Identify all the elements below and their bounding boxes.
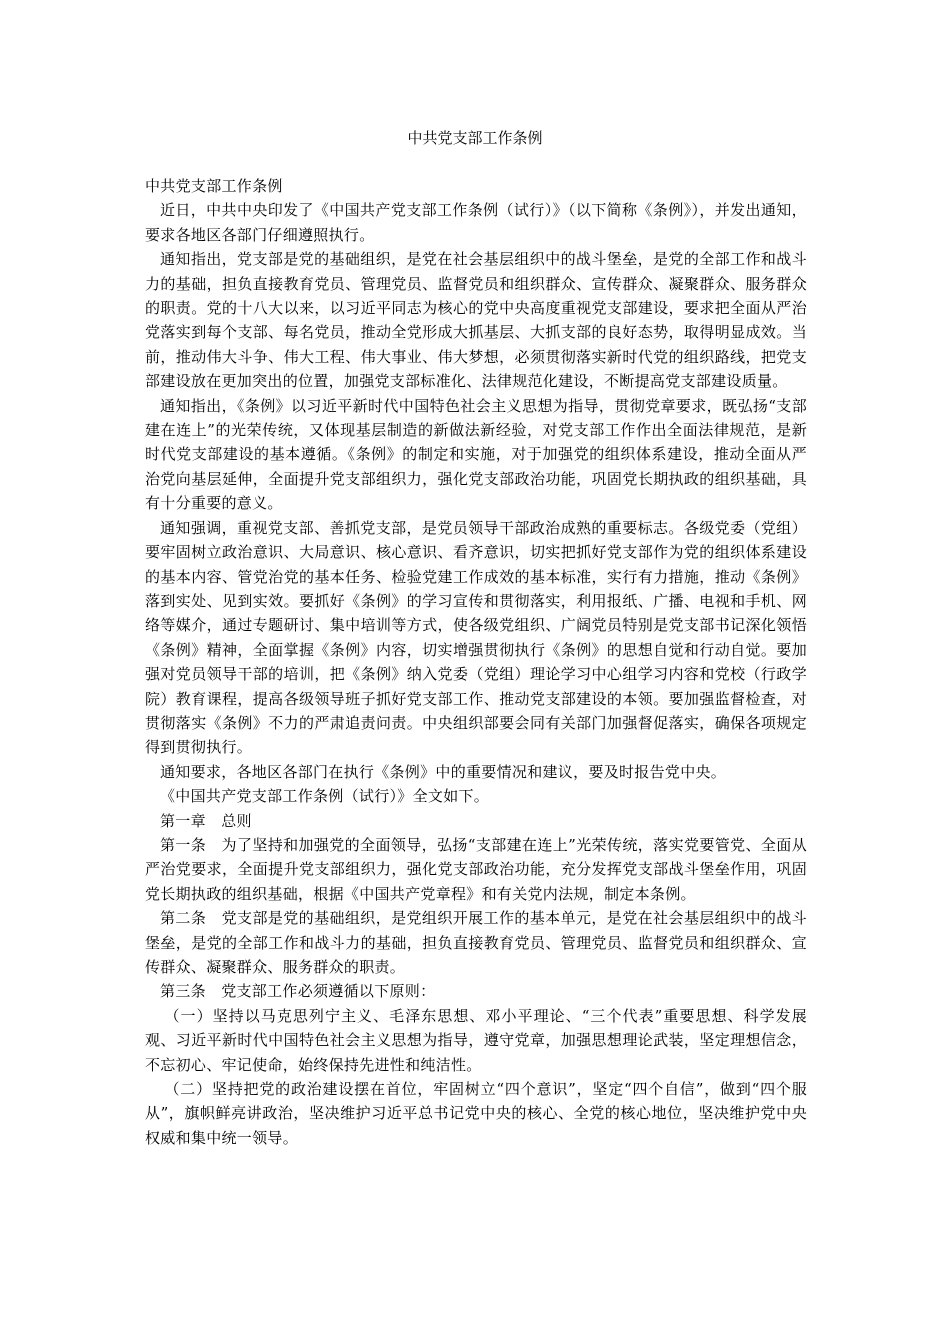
chapter-heading: 第一章 总则 <box>160 811 252 830</box>
document-title: 中共党支部工作条例 <box>407 129 543 147</box>
paragraph: 近日，中共中央印发了《中国共产党支部工作条例（试行）》（以下简称《条例》），并发出通知，要求各地区各部门仔细遵照执行。 <box>145 201 807 244</box>
paragraph: 通知强调，重视党支部、善抓党支部，是党员领导干部政治成熟的重要标志。各级党委（党组）要牢固树立政治意识、大局意识、核心意识、看齐意识，切实把抓好党支部作为党的组织体系建设的基本内容、管党治党的基本任务、检验党建工作成效的基本标准，实行有力措施，推动《条例》落到实处、见到实效。要抓好《条例》的学习宣传和贯彻落实，利用报纸、广播、电视和手机、网络等媒介，通过专题研讨、集中培训等方式，使各级党组织、广阔党员特别是党支部书记深化领悟《条例》精神，全面掌握《条例》内容，切实增强贯彻执行《条例》的思想自觉和行动自觉。要加强对党员领导干部的培训，把《条例》纳入党委（党组）理论学习中心组学习内容和党校（行政学院）教育课程，提高各级领导班子抓好党支部工作、推动党支部建设的本领。要加强监督检查，对贯彻落实《条例》不力的严肃追责问责。中央组织部要会同有关部门加强督促落实，确保各项规定得到贯彻执行。 <box>145 518 807 757</box>
paragraph: 《中国共产党支部工作条例（试行）》全文如下。 <box>160 787 490 806</box>
article: 第二条 党支部是党的基础组织，是党组织开展工作的基本单元，是党在社会基层组织中的战斗堡垒，是党的全部工作和战斗力的基础，担负直接教育党员、管理党员、监督党员和组织群众、宣传群众、凝聚群众、服务群众的职责。 <box>145 909 807 976</box>
document-body <box>145 174 807 1150</box>
paragraph: 通知指出，《条例》以习近平新时代中国特色社会主义思想为指导，贯彻党章要求，既弘扬“支部建在连上”的光荣传统，又体现基层制造的新做法新经验，对党支部工作作出全面法律规范，是新时代党支部建设的基本遵循。《条例》的制定和实施，对于加强党的组织体系建设，推动全面从严治党向基层延伸，全面提升党支部组织力，强化党支部政治功能，巩固党长期执政的组织基础，具有十分重要的意义。 <box>145 396 807 513</box>
document-subtitle: 中共党支部工作条例 <box>145 177 283 195</box>
paragraph: 通知指出，党支部是党的基础组织，是党在社会基层组织中的战斗堡垒，是党的全部工作和战斗力的基础，担负直接教育党员、管理党员、监督党员和组织群众、宣传群众、凝聚群众、服务群众的职责。党的十八大以来，以习近平同志为核心的党中央高度重视党支部建设，要求把全面从严治党落实到每个支部、每名党员，推动全党形成大抓基层、大抓支部的良好态势，取得明显成效。当前，推动伟大斗争、伟大工程、伟大事业、伟大梦想，必须贯彻落实新时代党的组织路线，把党支部建设放在更加突出的位置，加强党支部标准化、法律规范化建设，不断提高党支部建设质量。 <box>145 250 807 391</box>
paragraph: 通知要求，各地区各部门在执行《条例》中的重要情况和建议，要及时报告党中央。 <box>160 762 727 781</box>
article-clause: （二）坚持把党的政治建设摆在首位，牢固树立“四个意识”，坚定“四个自信”，做到“四个服从”，旗帜鲜亮讲政治，坚决维护习近平总书记党中央的核心、全党的核心地位，坚决维护党中央权威和集中统一领导。 <box>145 1080 807 1147</box>
article: 第三条 党支部工作必须遵循以下原则： <box>160 982 436 1001</box>
article: 第一条 为了坚持和加强党的全面领导，弘扬“支部建在连上”光荣传统，落实党要管党、全面从严治党要求，全面提升党支部组织力，强化党支部政治功能，充分发挥党支部战斗堡垒作用，巩固党长期执政的组织基础，根据《中国共产党章程》和有关党内法规，制定本条例。 <box>145 835 807 903</box>
article-clause: （一）坚持以马克思列宁主义、毛泽东思想、邓小平理论、“三个代表”重要思想、科学发展观、习近平新时代中国特色社会主义思想为指导，遵守党章，加强思想理论武装，坚定理想信念，不忘初心、牢记使命，始终保持先进性和纯洁性。 <box>145 1006 807 1074</box>
